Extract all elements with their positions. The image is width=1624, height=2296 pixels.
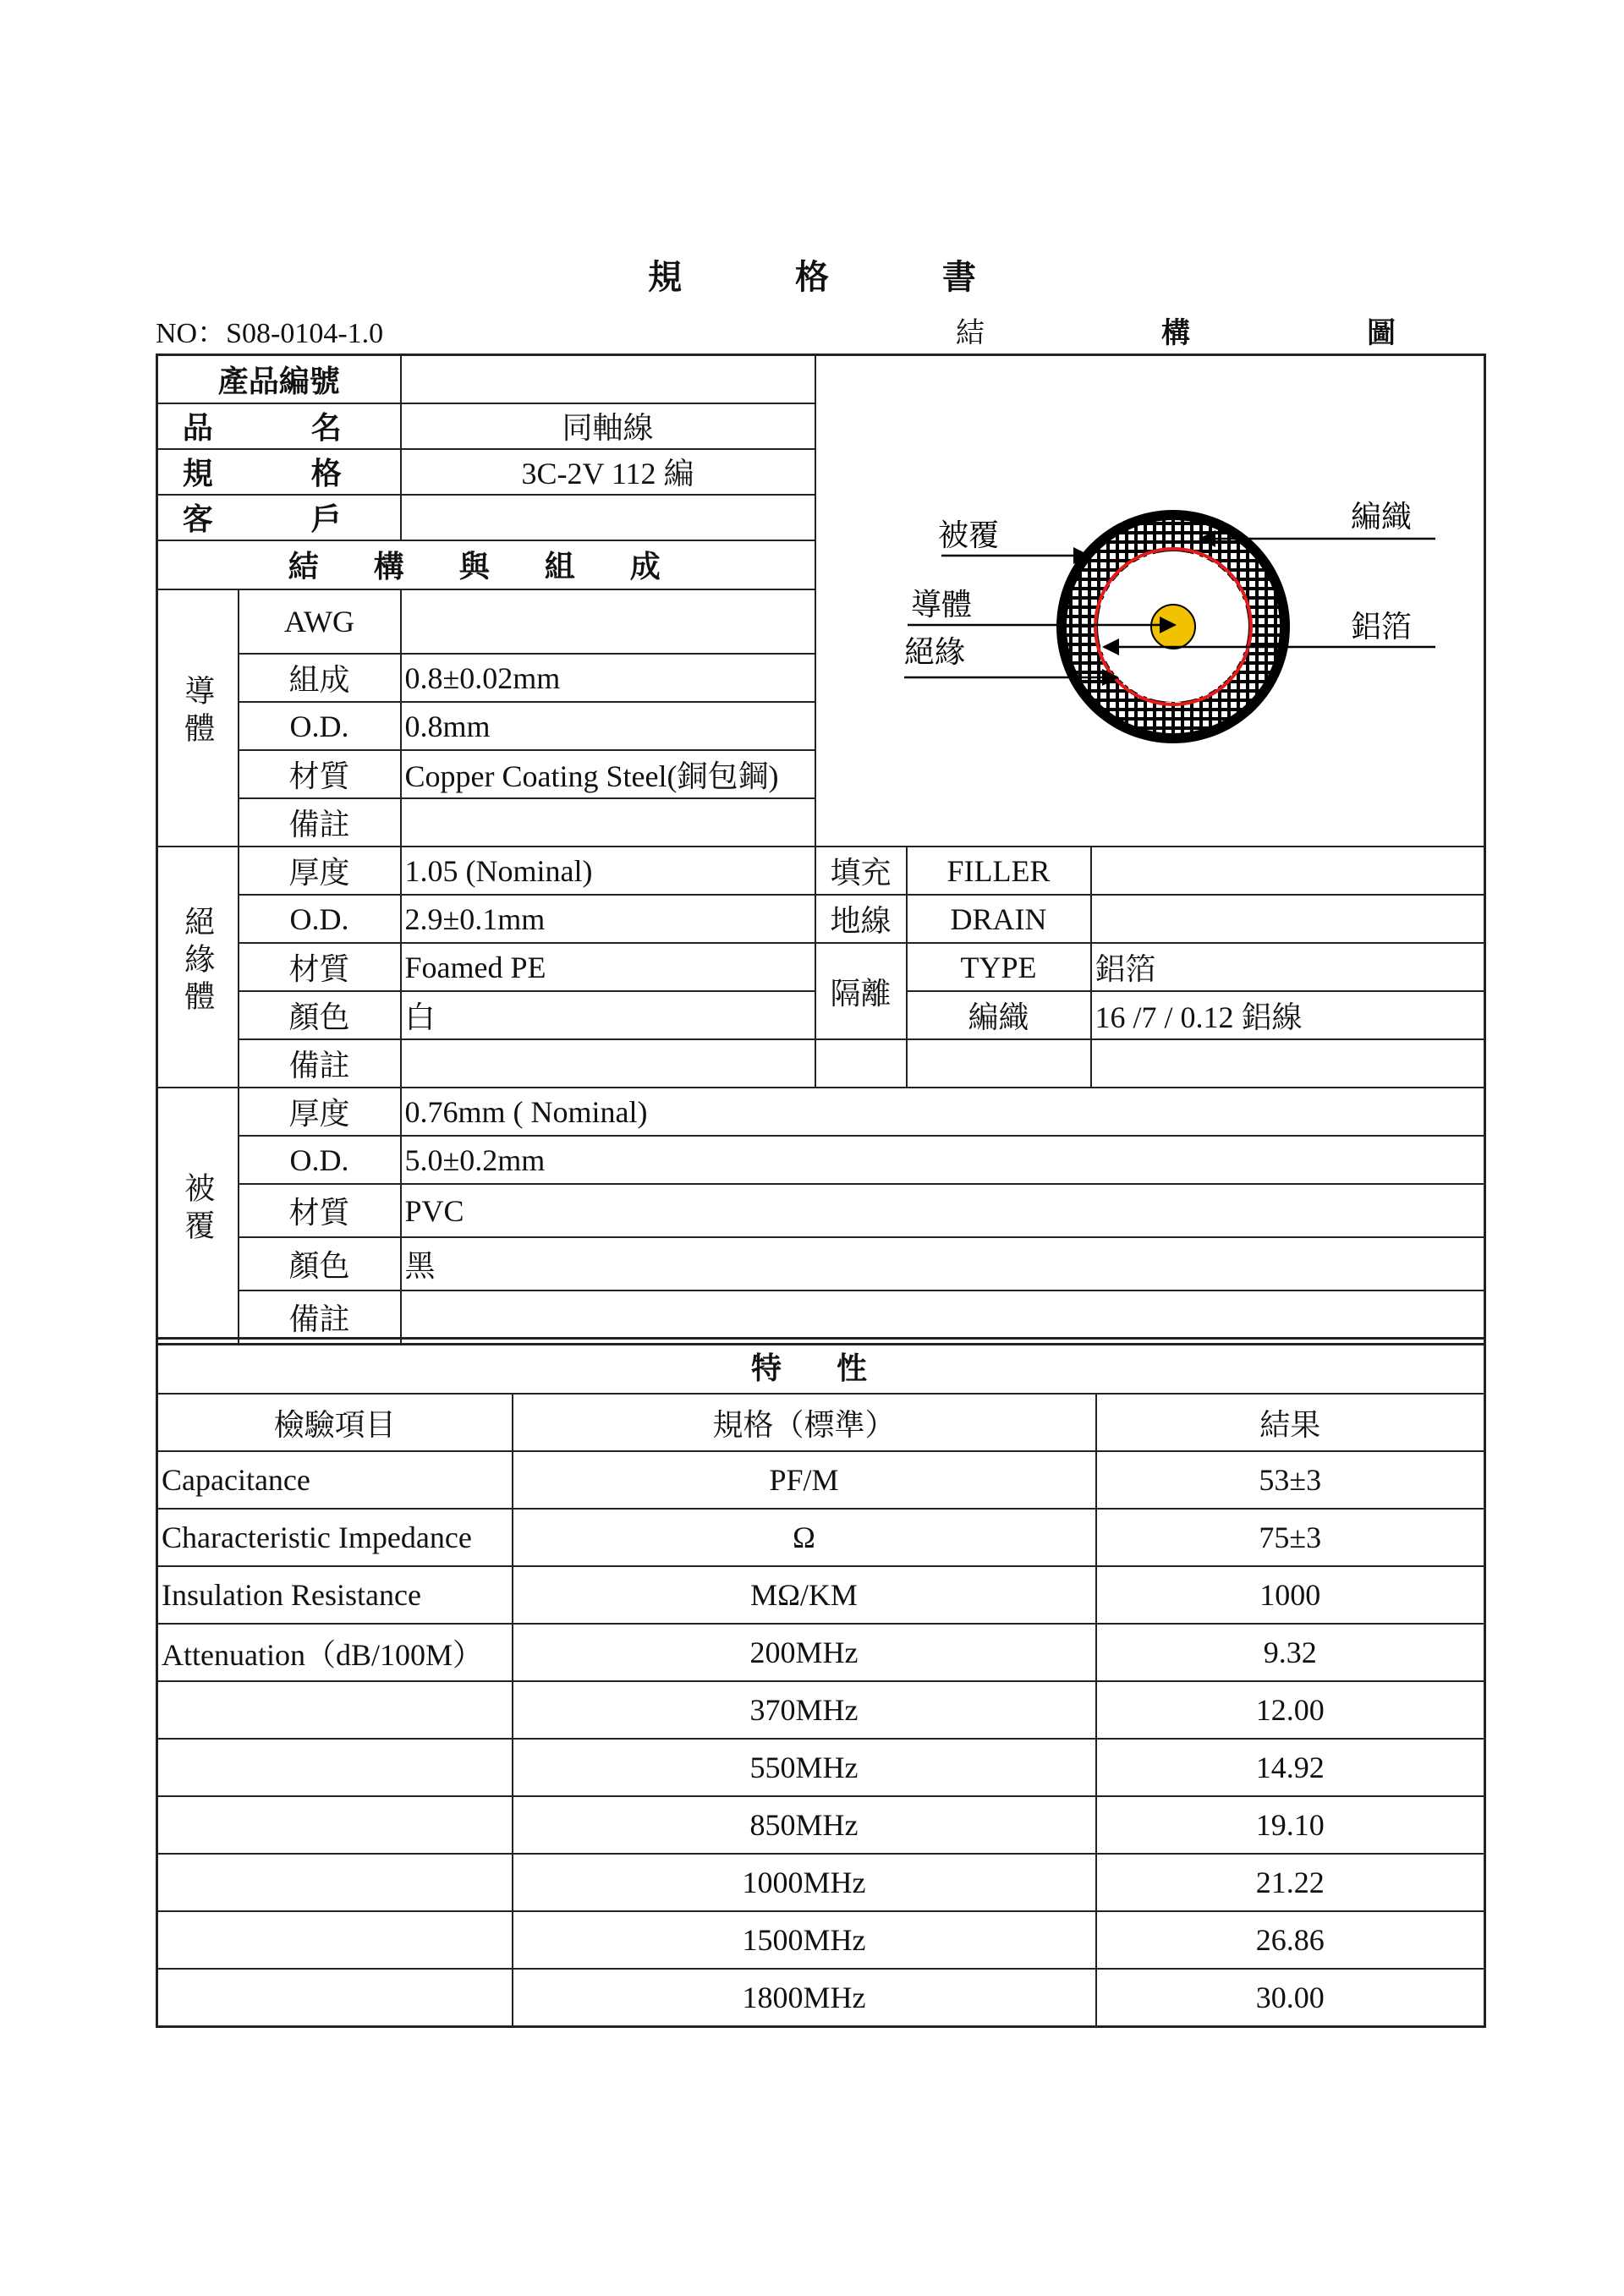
insulation-thickness-value: 1.05 (Nominal) [401,847,815,895]
column-header-result: 結果 [1096,1394,1485,1451]
characteristic-spec: 1000MHz [513,1854,1096,1911]
characteristic-spec: MΩ/KM [513,1566,1096,1624]
diagram-header-char: 結 [956,316,985,350]
filler-en: FILLER [907,847,1091,895]
cable-cross-section-diagram [815,355,1485,847]
characteristic-result: 19.10 [1096,1796,1485,1854]
column-header-item: 檢驗項目 [157,1394,513,1451]
characteristic-spec: 200MHz [513,1624,1096,1681]
insulation-od-value: 2.9±0.1mm [401,895,815,943]
characteristic-item: Attenuation（dB/100M） [157,1624,513,1681]
product-name-value: 同軸線 [401,403,815,449]
customer-value [401,495,815,540]
characteristic-item [157,1681,513,1739]
structure-table [156,353,1486,1345]
drain-value [1091,895,1485,943]
braid-value: 16 /7 / 0.12 鋁線 [1091,991,1485,1039]
insulation-material-value: Foamed PE [401,943,815,991]
shield-type-value: 鋁箔 [1091,943,1485,991]
characteristic-row [157,1566,1485,1624]
characteristic-result: 53±3 [1096,1451,1485,1509]
characteristic-spec: Ω [513,1509,1096,1566]
document-title: 規 格 書 [648,257,1027,297]
characteristic-row [157,1509,1485,1566]
conductor-remark-value [401,798,815,847]
characteristic-result: 75±3 [1096,1509,1485,1566]
characteristic-result: 12.00 [1096,1681,1485,1739]
structure-header: 結 構 與 組 成 [157,540,815,589]
characteristic-item: Capacitance [157,1451,513,1509]
characteristic-row [157,1739,1485,1796]
jacket-material-label: 材質 [239,1184,401,1237]
jacket-material-value: PVC [401,1184,1485,1237]
jacket-od-label: O.D. [239,1136,401,1184]
characteristic-item: Characteristic Impedance [157,1509,513,1566]
conductor-composition-label: 組成 [239,654,401,702]
jacket-thickness-value: 0.76mm ( Nominal) [401,1088,1485,1136]
characteristic-item [157,1911,513,1969]
characteristic-row [157,1969,1485,2026]
product-spec-label: 規 格 [157,449,401,495]
conductor-material-value: Copper Coating Steel(銅包鋼) [401,750,815,798]
diagram-header-char: 圖 [1367,316,1396,350]
center-conductor [1151,605,1195,649]
characteristic-row [157,1911,1485,1969]
conductor-awg-label: AWG [239,589,401,655]
braid-label-cell: 編織 [907,991,1091,1039]
characteristic-spec: 1500MHz [513,1911,1096,1969]
jacket-remark-label: 備註 [239,1290,401,1344]
characteristics-header: 特 性 [157,1339,1485,1395]
conductor-group-label: 導體 [157,589,239,847]
characteristic-row [157,1681,1485,1739]
filler-label: 填充 [815,847,907,895]
insulation-color-value: 白 [401,991,815,1039]
document-number: NO：S08-0104-1.0 [156,318,384,349]
characteristic-item [157,1796,513,1854]
conductor-od-value: 0.8mm [401,702,815,750]
conductor-label: 導體 [910,588,972,622]
characteristic-item: Insulation Resistance [157,1566,513,1624]
insulation-color-label: 顏色 [239,991,401,1039]
drain-en: DRAIN [907,895,1091,943]
conductor-composition-value: 0.8±0.02mm [401,654,815,702]
characteristic-spec: 550MHz [513,1739,1096,1796]
insulation-od-label: O.D. [239,895,401,943]
characteristic-result: 9.32 [1096,1624,1485,1681]
characteristics-table [156,1337,1486,2028]
characteristic-item [157,1854,513,1911]
empty-cell [907,1039,1091,1088]
foil-label: 鋁箔 [1350,610,1412,644]
insulation-material-label: 材質 [239,943,401,991]
insulation-remark-label: 備註 [239,1039,401,1088]
characteristic-spec: 850MHz [513,1796,1096,1854]
shield-label: 隔離 [815,943,907,1039]
jacket-label: 被覆 [937,518,999,553]
filler-value [1091,847,1485,895]
characteristic-row [157,1451,1485,1509]
cable-diagram-svg [820,356,1483,838]
customer-label: 客 戶 [157,495,401,540]
insulation-label: 絕緣 [903,635,965,670]
characteristic-spec: 1800MHz [513,1969,1096,2026]
braid-label: 編織 [1350,500,1412,534]
insulation-group-label: 絕緣體 [157,847,239,1088]
jacket-group-label: 被覆 [157,1088,239,1344]
characteristic-result: 1000 [1096,1566,1485,1624]
characteristic-result: 30.00 [1096,1969,1485,2026]
shield-type-label: TYPE [907,943,1091,991]
jacket-od-value: 5.0±0.2mm [401,1136,1485,1184]
diagram-header-char: 構 [1161,316,1190,350]
characteristic-item [157,1739,513,1796]
empty-cell [815,1039,907,1088]
product-spec-value: 3C-2V 112 編 [401,449,815,495]
characteristic-result: 21.22 [1096,1854,1485,1911]
insulation-remark-value [401,1039,815,1088]
jacket-remark-value [401,1290,1485,1344]
characteristic-item [157,1969,513,2026]
jacket-color-label: 顏色 [239,1237,401,1290]
conductor-remark-label: 備註 [239,798,401,847]
jacket-thickness-label: 厚度 [239,1088,401,1136]
diagram-header [956,310,1396,351]
insulation-thickness-label: 厚度 [239,847,401,895]
column-header-spec: 規格（標準） [513,1394,1096,1451]
characteristics-rows [157,1451,1485,2026]
characteristic-row [157,1796,1485,1854]
characteristic-row [157,1854,1485,1911]
empty-cell [1091,1039,1485,1088]
conductor-material-label: 材質 [239,750,401,798]
conductor-od-label: O.D. [239,702,401,750]
jacket-color-value: 黑 [401,1237,1485,1290]
product-code-value [401,355,815,403]
characteristic-result: 26.86 [1096,1911,1485,1969]
product-code-label: 產品編號 [157,355,401,403]
characteristic-row [157,1624,1485,1681]
characteristic-spec: PF/M [513,1451,1096,1509]
conductor-awg-value [401,589,815,655]
product-name-label: 品 名 [157,403,401,449]
drain-label: 地線 [815,895,907,943]
characteristic-spec: 370MHz [513,1681,1096,1739]
characteristic-result: 14.92 [1096,1739,1485,1796]
